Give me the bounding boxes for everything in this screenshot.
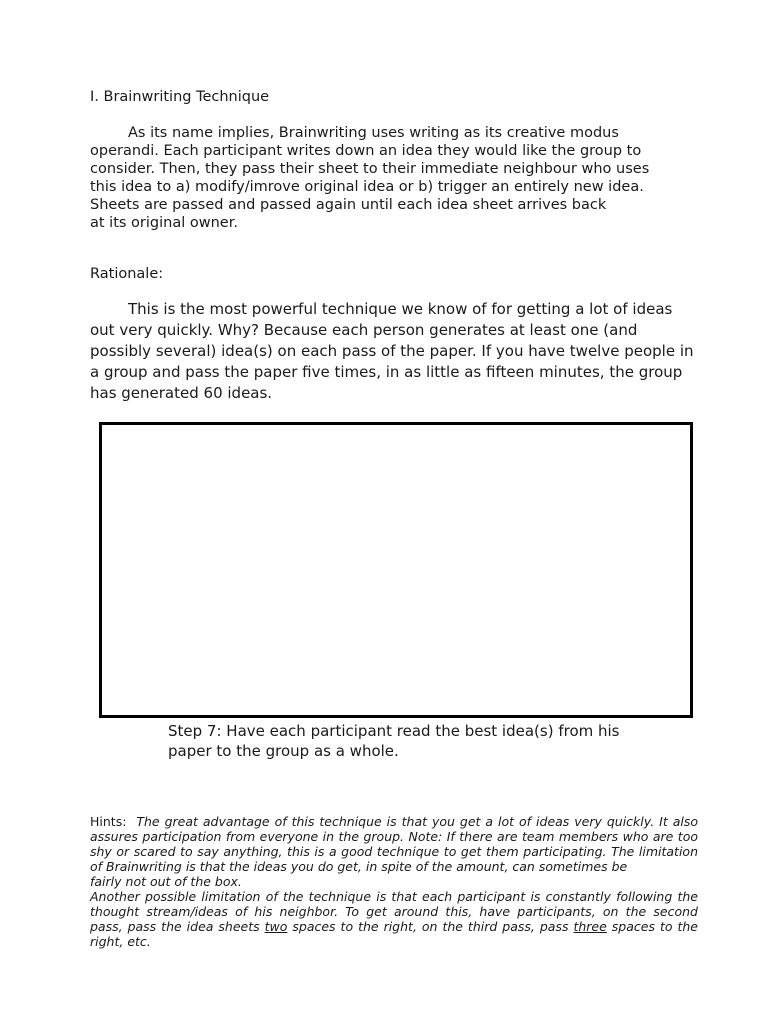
paragraph-line: As its name implies, Brainwriting uses writing as its creative modus	[128, 125, 619, 141]
hints-line: assures participation from everyone in the group. Note: If there are team members who are too	[90, 829, 698, 844]
paragraph-line: This is the most powerful technique we know of for getting a lot of ideas	[128, 300, 673, 318]
paragraph-line: a group and pass the paper five times, in as little as fifteen minutes, the group	[90, 363, 683, 381]
intro-paragraph	[90, 124, 690, 232]
paragraph-line: this idea to a) modify/imrove original idea or b) trigger an entirely new idea.	[90, 179, 644, 195]
paragraph-line: possibly several) idea(s) on each pass of the paper. If you have twelve people in	[90, 342, 694, 360]
hints-line: right, etc.	[90, 934, 151, 949]
hints-line: Hints: The great advantage of this technique is that you get a lot of ideas very quickly. It also	[90, 814, 698, 829]
blank-box	[99, 422, 693, 718]
rationale-paragraph	[90, 299, 710, 404]
rationale-label: Rationale:	[90, 266, 164, 282]
paragraph-line: Sheets are passed and passed again until each idea sheet arrives back	[90, 197, 607, 213]
step-7-line: Step 7: Have each participant read the best idea(s) from his	[168, 722, 620, 740]
paragraph-line: operandi. Each participant writes down an idea they would like the group to	[90, 143, 642, 159]
hints-label: Hints:	[90, 814, 127, 829]
step-7-line: paper to the group as a whole.	[168, 742, 399, 760]
hints-line: of Brainwriting is that the ideas you do get, in spite of the amount, can sometimes be	[90, 859, 628, 874]
paragraph-line: at its original owner.	[90, 215, 238, 231]
underlined-two: two	[264, 919, 288, 934]
hints-block	[90, 814, 698, 949]
paragraph-line: has generated 60 ideas.	[90, 384, 273, 402]
hints-line: pass, pass the idea sheets two spaces to the right, on the third pass, pass three spaces to the	[90, 919, 698, 934]
hints-line: thought stream/ideas of his neighbor. To get around this, have participants, on the second	[90, 904, 698, 919]
hints-line: fairly not out of the box.	[90, 874, 242, 889]
underlined-three: three	[573, 919, 607, 934]
hints-line: Another possible limitation of the technique is that each participant is constantly following the	[90, 889, 698, 904]
paragraph-line: out very quickly. Why? Because each person generates at least one (and	[90, 321, 638, 339]
hints-line: shy or scared to say anything, this is a good technique to get them participating. The limitation	[90, 844, 698, 859]
paragraph-line: consider. Then, they pass their sheet to their immediate neighbour who uses	[90, 161, 650, 177]
section-heading: I. Brainwriting Technique	[90, 89, 270, 105]
